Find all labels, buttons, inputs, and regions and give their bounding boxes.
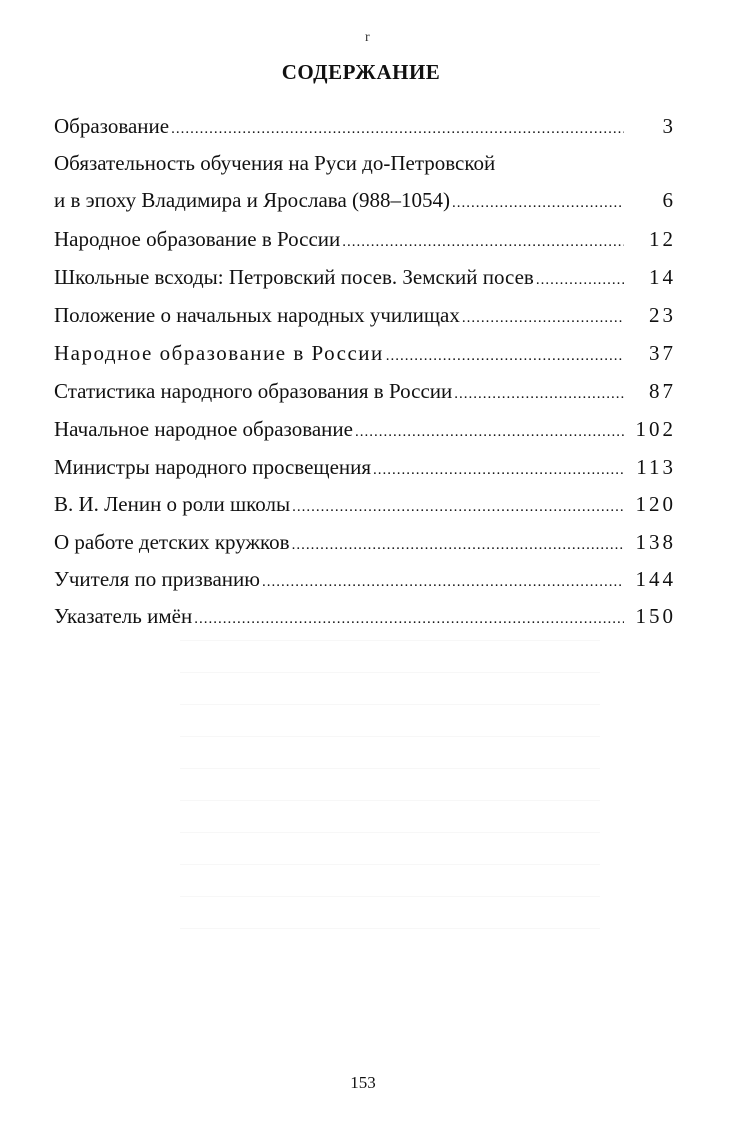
toc-entry[interactable] — [54, 301, 676, 332]
toc-entry-page: 6 — [662, 188, 676, 212]
toc-entry[interactable] — [54, 263, 676, 294]
toc-entry-page: 138 — [635, 530, 676, 554]
toc-entry-title: О работе детских кружков — [54, 530, 290, 554]
dot-leader — [462, 304, 624, 332]
print-mark: r — [365, 30, 370, 45]
page-number: 153 — [350, 1073, 376, 1092]
toc-entry[interactable] — [54, 565, 676, 596]
toc-entry-title: Народное образование в России — [54, 341, 384, 365]
dot-leader — [536, 266, 624, 294]
dot-leader — [452, 189, 624, 217]
toc-entry-title: Положение о начальных народных училищах — [54, 303, 460, 327]
toc-entry[interactable] — [54, 377, 676, 408]
toc-entry-title: Министры народного просвещения — [54, 455, 372, 479]
toc-entry-title: Школьные всходы: Петровский посев. Земский посев — [54, 265, 534, 289]
toc-entry-page: 37 — [649, 341, 676, 365]
toc-entry-page: 87 — [649, 379, 676, 403]
page-title: СОДЕРЖАНИЕ — [281, 60, 441, 84]
toc-entry[interactable] — [54, 528, 676, 559]
toc-entry-title: Образование — [54, 114, 170, 138]
dot-leader — [386, 342, 624, 370]
dot-leader — [262, 568, 624, 596]
toc-entry-page: 102 — [635, 417, 676, 441]
toc-entry-title: Учителя по призванию — [54, 567, 260, 591]
toc-entry-page: 23 — [649, 303, 676, 327]
toc-entry[interactable] — [54, 339, 676, 370]
toc-entry-page: 113 — [636, 455, 676, 479]
show-through-texture — [180, 640, 600, 940]
dot-leader — [194, 605, 624, 633]
toc-entry-title: Народное образование в России — [54, 227, 341, 251]
dot-leader — [292, 493, 624, 521]
toc-entry[interactable] — [54, 149, 676, 217]
dot-leader — [454, 380, 624, 408]
toc-entry[interactable] — [54, 225, 676, 256]
toc-entry-page: 14 — [649, 265, 676, 289]
toc-entry-page: 120 — [635, 492, 676, 516]
toc-entry-title: Начальное народное образование — [54, 417, 353, 441]
toc-entry-title: В. И. Ленин о роли школы — [54, 492, 291, 516]
toc-entry-page: 150 — [635, 604, 676, 628]
toc-entry[interactable] — [54, 490, 676, 521]
toc-entry-title: Статистика народного образования в России — [54, 379, 453, 403]
dot-leader — [373, 456, 624, 484]
toc-entry-title: и в эпоху Владимира и Ярослава (988–1054) — [54, 188, 450, 212]
dot-leader — [342, 228, 624, 256]
dot-leader — [171, 115, 624, 143]
toc-entry[interactable] — [54, 453, 676, 484]
toc-entry-page: 12 — [649, 227, 676, 251]
toc-entry-title: Указатель имён — [54, 604, 193, 628]
toc-entry[interactable] — [54, 415, 676, 446]
toc-entry[interactable] — [54, 602, 676, 633]
toc-entry[interactable] — [54, 112, 676, 143]
toc-entry-title-line1: Обязательность обучения на Руси до-Петровской — [54, 151, 496, 175]
dot-leader — [292, 531, 624, 559]
toc-entry-page: 3 — [662, 114, 676, 138]
dot-leader — [355, 418, 624, 446]
toc-entry-page: 144 — [635, 567, 676, 591]
